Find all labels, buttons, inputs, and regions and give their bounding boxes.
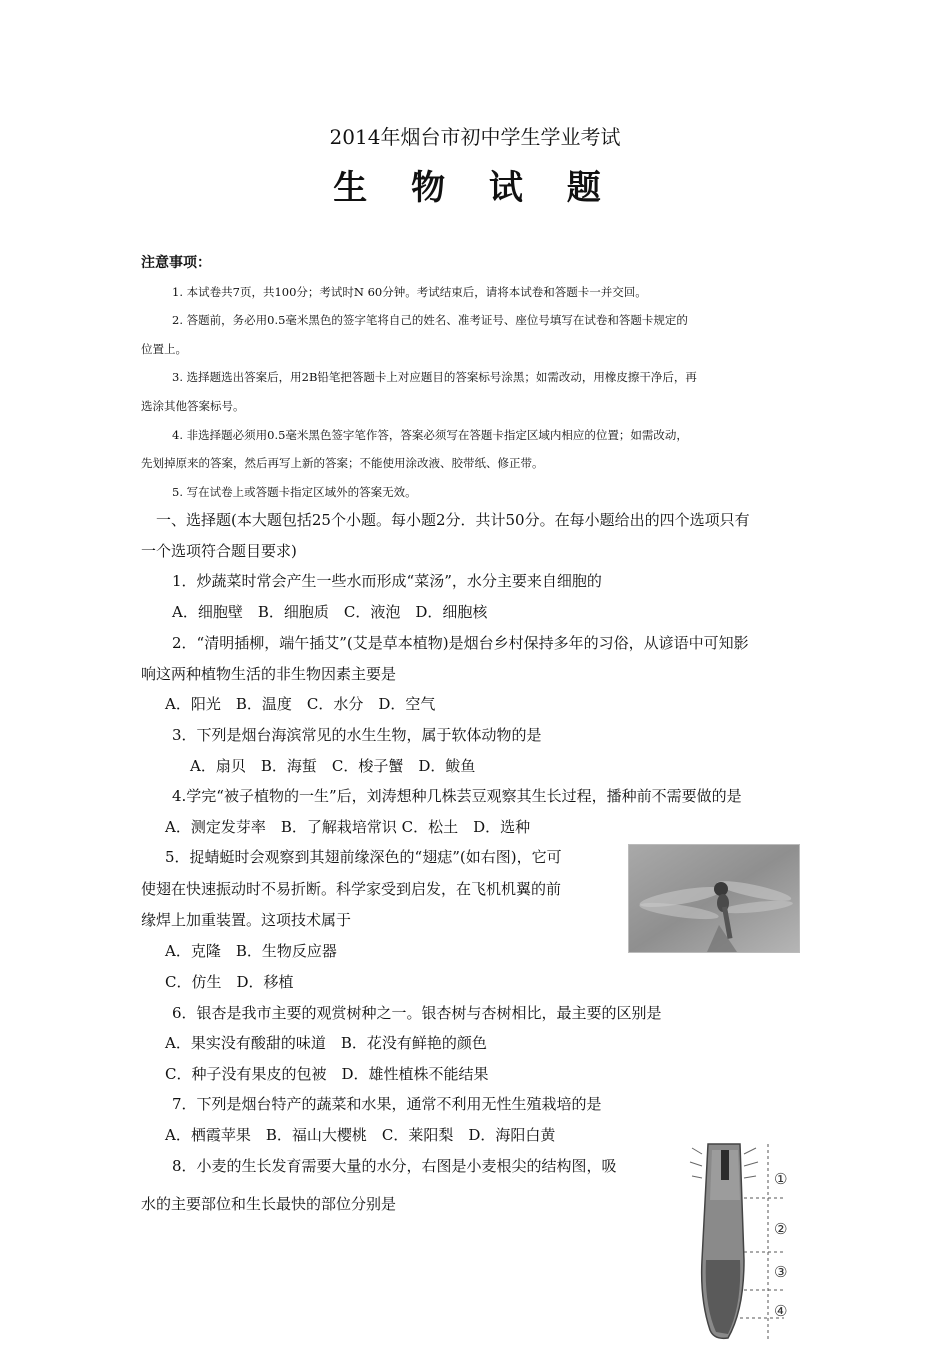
question-4-options: A．测定发芽率 B．了解栽培常识 C．松土 D．选种 <box>165 818 531 836</box>
question-5-stem: 5．捉蜻蜓时会观察到其翅前缘深色的“翅痣”(如右图)，它可 <box>165 848 562 866</box>
notice-line: 1. 本试卷共7页，共100分；考试时N 60分钟。考试结束后，请将本试卷和答题卡一并交回。 <box>172 285 647 299</box>
notice-line: 2. 答题前，务必用0.5毫米黑色的签字笔将自己的姓名、准考证号、座位号填写在试卷和答题卡规定的 <box>172 313 688 327</box>
exam-title: 2014年烟台市初中学生学业考试 <box>329 125 621 149</box>
subject-title: 生 物 试 题 <box>333 168 617 208</box>
root-tip-image <box>688 1140 818 1344</box>
question-7-options: A．栖霞苹果 B．福山大樱桃 C．莱阳梨 D．海阳白黄 <box>165 1126 556 1144</box>
root-label-1: ① <box>774 1170 788 1188</box>
question-5-stem: 使翅在快速振动时不易折断。科学家受到启发，在飞机机翼的前 <box>141 880 562 898</box>
question-5-options: A．克隆 B．生物反应器 <box>165 942 337 960</box>
question-3-options: A．扇贝 B．海蜇 C．梭子蟹 D．鲅鱼 <box>190 757 476 775</box>
question-4-stem: 4.学完“被子植物的一生”后，刘涛想种几株芸豆观察其生长过程，播种前不需要做的是 <box>172 787 742 805</box>
question-5-stem: 缘焊上加重装置。这项技术属于 <box>141 911 352 929</box>
question-8-stem: 8．小麦的生长发育需要大量的水分，右图是小麦根尖的结构图，吸 <box>172 1157 617 1175</box>
dragonfly-figure <box>628 844 800 953</box>
root-label-3: ③ <box>774 1263 788 1281</box>
question-1-stem: 1．炒蔬菜时常会产生一些水而形成“菜汤”，水分主要来自细胞的 <box>172 572 602 590</box>
question-6-options: C．种子没有果皮的包被 D．雄性植株不能结果 <box>165 1065 489 1083</box>
question-2-stem: 2．“清明插柳，端午插艾”(艾是草本植物)是烟台乡村保持多年的习俗，从谚语中可知影 <box>172 634 749 652</box>
question-5-options: C．仿生 D．移植 <box>165 973 294 991</box>
notice-line: 5. 写在试卷上或答题卡指定区域外的答案无效。 <box>172 485 417 499</box>
question-1-options: A．细胞壁 B．细胞质 C．液泡 D．细胞核 <box>172 603 488 621</box>
question-8-stem: 水的主要部位和生长最快的部位分别是 <box>141 1195 397 1213</box>
notice-line: 先划掉原来的答案，然后再写上新的答案；不能使用涂改液、胶带纸、修正带。 <box>141 456 544 470</box>
question-2-stem: 响这两种植物生活的非生物因素主要是 <box>141 665 397 683</box>
notice-line: 3. 选择题选出答案后，用2B铅笔把答题卡上对应题目的答案标号涂黑；如需改动，用橡皮擦干净后，再 <box>172 370 697 384</box>
question-6-options: A．果实没有酸甜的味道 B．花没有鲜艳的颜色 <box>165 1034 487 1052</box>
notice-line: 选涂其他答案标号。 <box>141 399 245 413</box>
dragonfly-image <box>629 845 799 952</box>
question-2-options: A．阳光 B．温度 C．水分 D．空气 <box>165 695 436 713</box>
root-tip-figure <box>688 1140 818 1344</box>
notice-line: 位置上。 <box>141 342 187 356</box>
section-intro: 一个选项符合题目要求) <box>141 542 297 560</box>
question-3-stem: 3．下列是烟台海滨常见的水生生物，属于软体动物的是 <box>172 726 542 744</box>
root-label-2: ② <box>774 1220 788 1238</box>
section-intro: 一、选择题(本大题包括25个小题。每小题2分．共计50分。在每小题给出的四个选项只有 <box>156 511 750 529</box>
question-6-stem: 6．银杏是我市主要的观赏树种之一。银杏树与杏树相比，最主要的区别是 <box>172 1004 662 1022</box>
question-7-stem: 7．下列是烟台特产的蔬菜和水果，通常不利用无性生殖栽培的是 <box>172 1095 602 1113</box>
notice-heading: 注意事项： <box>141 255 211 271</box>
notice-line: 4. 非选择题必须用0.5毫米黑色签字笔作答，答案必须写在答题卡指定区域内相应的位置；如需改动， <box>172 428 688 442</box>
root-label-4: ④ <box>774 1302 788 1320</box>
